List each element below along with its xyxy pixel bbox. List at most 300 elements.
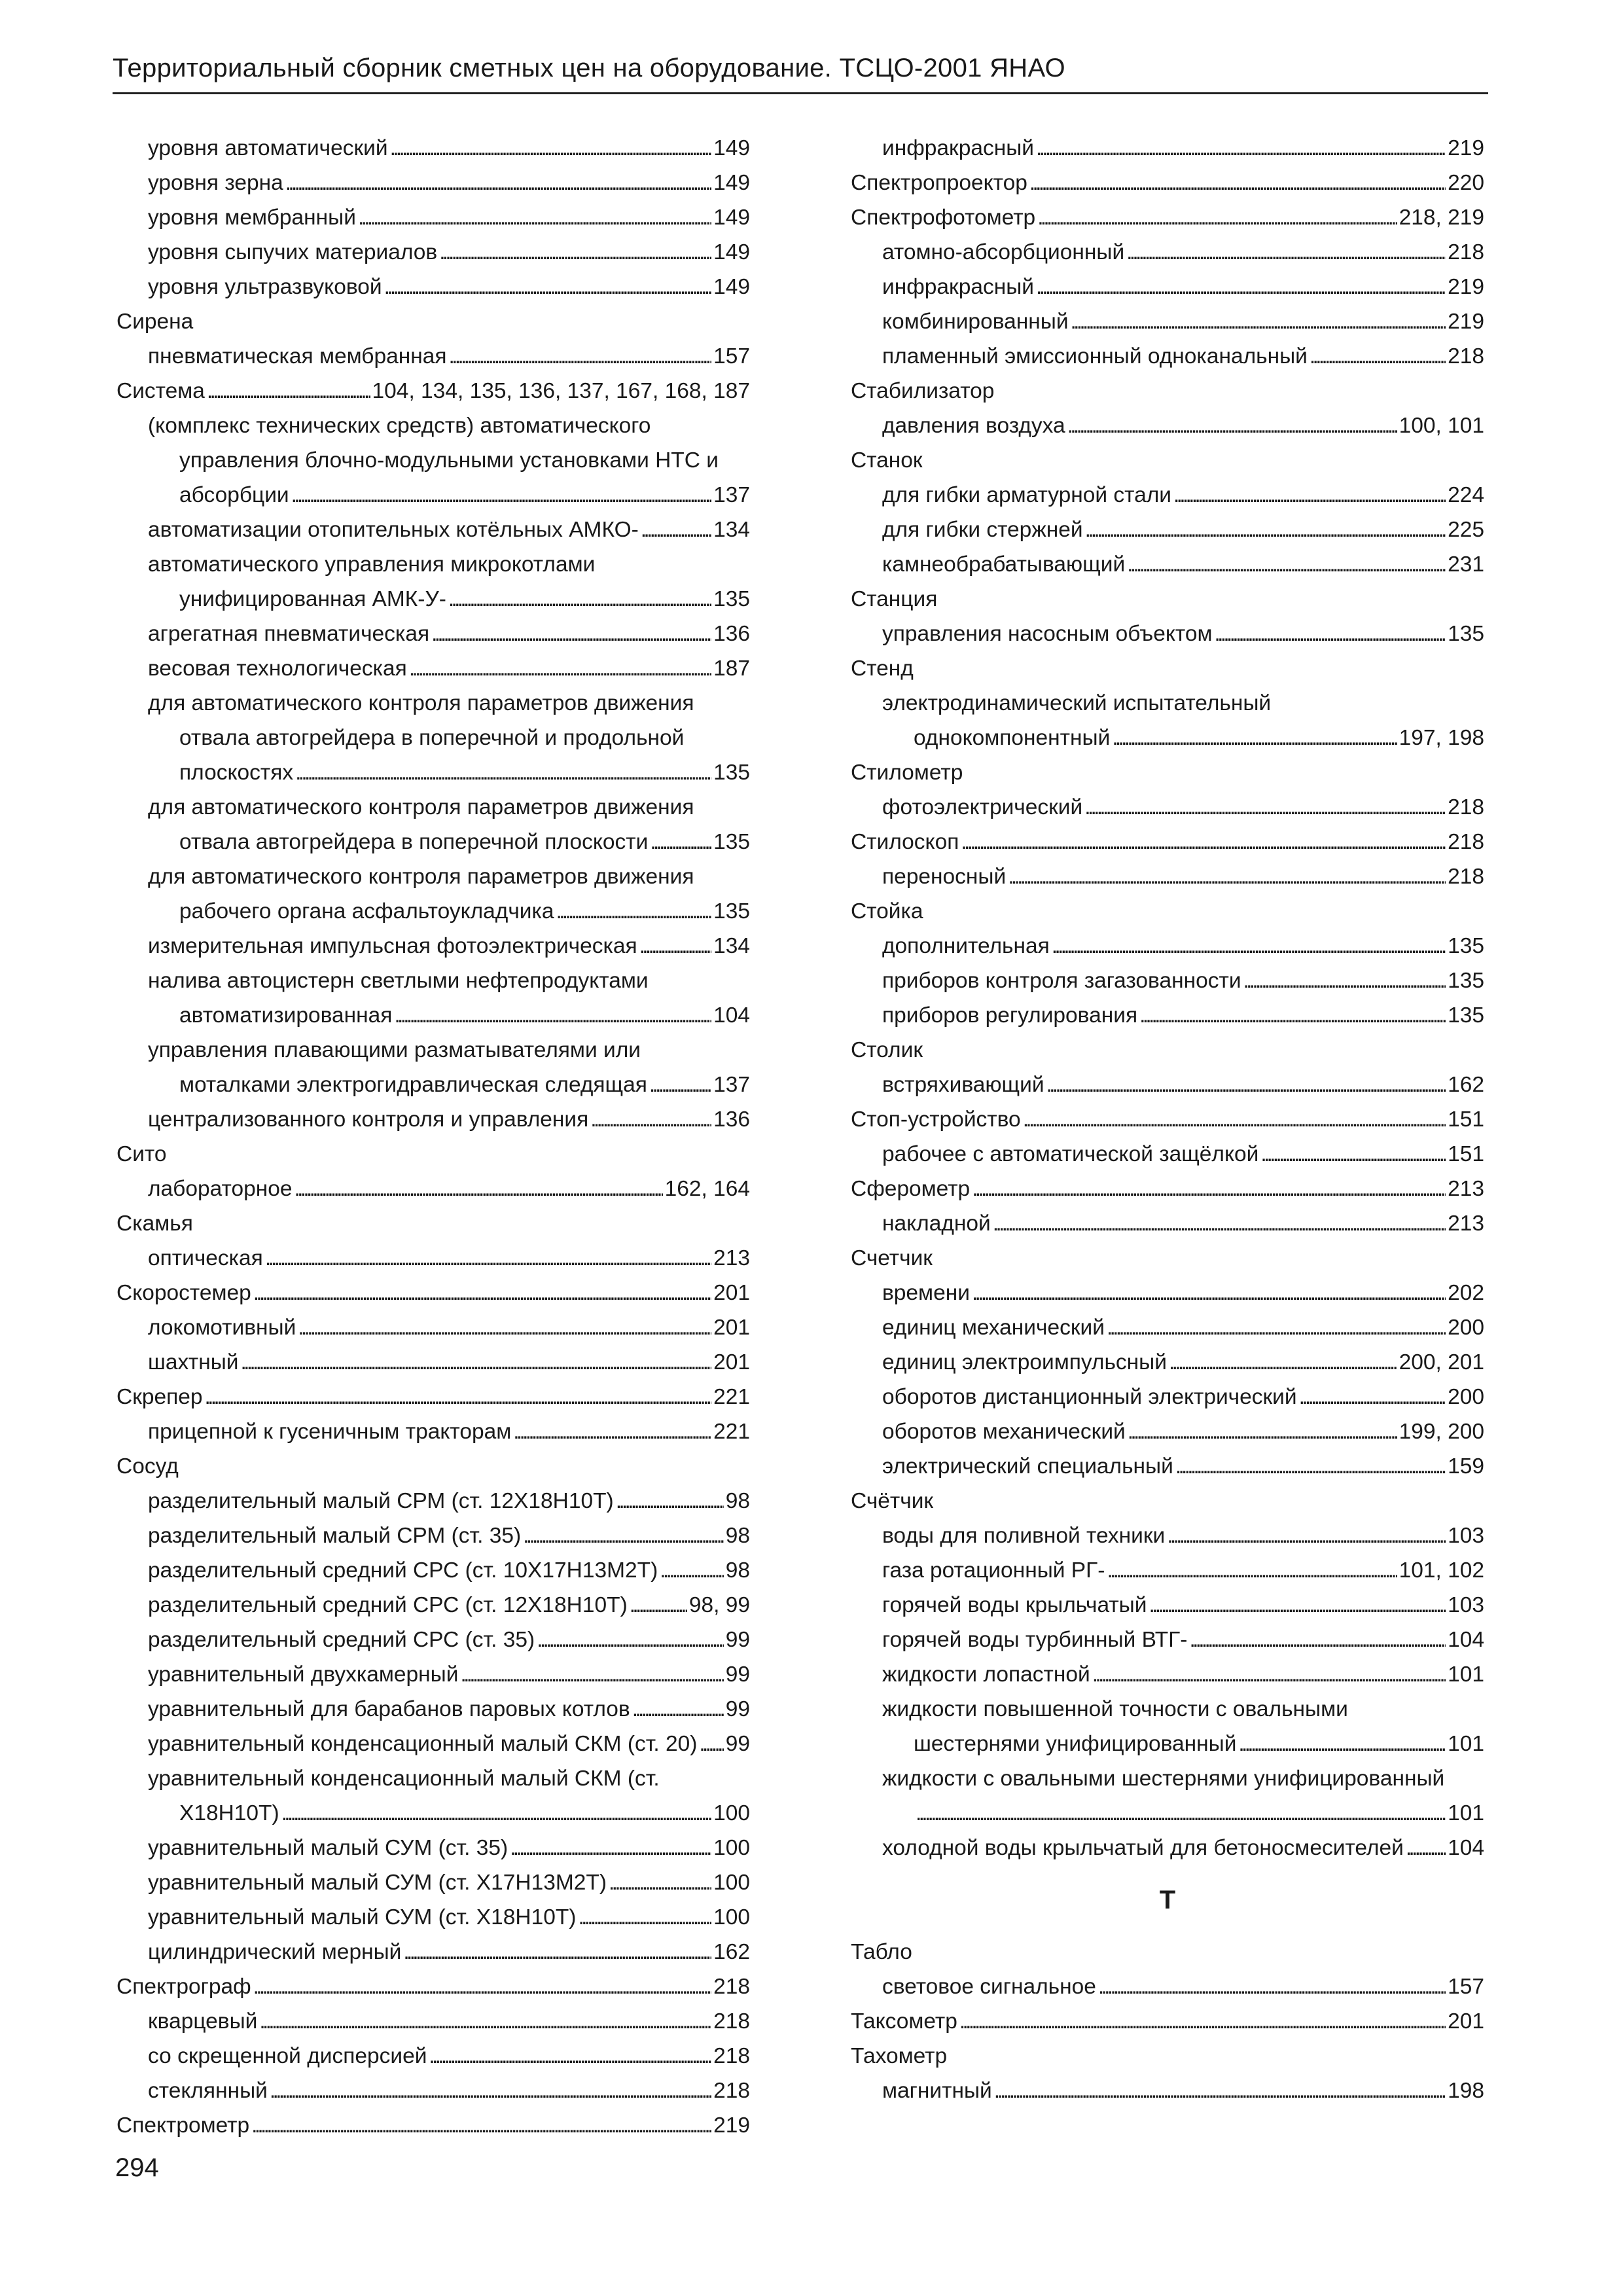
dot-leader <box>1084 790 1446 825</box>
index-pages: 137 <box>713 483 750 507</box>
index-subentry <box>851 478 1484 512</box>
index-term: инфракрасный <box>882 275 1034 299</box>
index-term: пневматическая мембранная <box>148 344 447 368</box>
index-pages: 201 <box>713 1350 750 1374</box>
section-letter: Т <box>1159 1886 1176 1914</box>
index-term: Стилометр <box>851 761 963 785</box>
index-subentry <box>116 825 750 859</box>
dot-leader <box>259 2004 711 2039</box>
index-pages: 135 <box>1448 934 1484 958</box>
dot-leader <box>448 582 711 617</box>
dot-leader <box>1023 1102 1446 1137</box>
index-term: Стилоскоп <box>851 830 959 854</box>
index-pages: 218 <box>713 1975 750 1999</box>
dot-leader <box>1139 998 1446 1033</box>
index-subentry <box>851 1067 1484 1102</box>
index-pages: 218 <box>1448 865 1484 889</box>
index-pages: 135 <box>713 761 750 785</box>
index-subentry <box>116 512 750 547</box>
dot-leader <box>1085 512 1446 547</box>
index-subentry <box>116 1553 750 1588</box>
index-term: управления насосным объектом <box>882 622 1213 646</box>
dot-leader <box>253 1969 711 2004</box>
index-pages: 200 <box>1448 1385 1484 1409</box>
index-subentry <box>851 859 1484 894</box>
dot-leader <box>1126 235 1446 270</box>
index-subentry <box>116 1067 750 1102</box>
index-term: воды для поливной техники <box>882 1524 1166 1548</box>
index-heading <box>851 1935 1484 1969</box>
index-pages: 149 <box>713 171 750 195</box>
dot-leader <box>1112 721 1397 755</box>
index-term: шахтный <box>148 1350 239 1374</box>
index-subentry <box>116 859 750 894</box>
page-number: 294 <box>115 2153 159 2182</box>
index-subentry <box>116 1414 750 1449</box>
index-subentry <box>851 617 1484 651</box>
index-term: стеклянный <box>148 2079 268 2103</box>
index-term: со скрещенной дисперсией <box>148 2044 427 2068</box>
index-term: управления плавающими разматывателями или <box>148 1038 641 1062</box>
dot-leader <box>1008 859 1446 894</box>
dot-leader <box>1092 1657 1446 1692</box>
index-subentry <box>116 721 750 755</box>
index-pages: 201 <box>1448 2009 1484 2034</box>
dot-leader <box>390 131 712 166</box>
index-term: абсорбции <box>179 483 289 507</box>
index-term: лабораторное <box>148 1177 293 1201</box>
index-pages: 218 <box>713 2044 750 2068</box>
index-subentry <box>116 1623 750 1657</box>
index-term: электродинамический испытательный <box>882 691 1272 715</box>
index-term: шестернями унифицированный <box>914 1732 1237 1756</box>
index-pages: 98, 99 <box>688 1593 750 1617</box>
index-term: атомно-абсорбционный <box>882 240 1125 264</box>
index-heading <box>116 1206 750 1241</box>
dot-leader <box>1098 1969 1446 2004</box>
index-term: жидкости повышенной точности с овальными <box>882 1697 1348 1721</box>
header-rule <box>113 92 1488 94</box>
index-heading <box>851 1241 1484 1276</box>
index-subentry <box>851 686 1484 721</box>
index-pages: 221 <box>713 1420 750 1444</box>
index-term: Станция <box>851 587 938 611</box>
dot-leader <box>609 1865 711 1900</box>
index-pages: 219 <box>1448 136 1484 160</box>
index-subentry <box>116 1588 750 1623</box>
index-pages: 98 <box>725 1558 750 1583</box>
index-pages: 103 <box>1448 1524 1484 1548</box>
index-pages: 100 <box>713 1905 750 1929</box>
index-heading <box>851 374 1484 408</box>
index-pages: 100 <box>713 1836 750 1860</box>
dot-leader <box>1071 304 1446 339</box>
index-subentry <box>851 790 1484 825</box>
dot-leader <box>1067 408 1397 443</box>
index-subentry <box>116 790 750 825</box>
dot-leader <box>916 1796 1446 1831</box>
index-subentry <box>851 408 1484 443</box>
index-subentry <box>116 929 750 963</box>
index-pages: 135 <box>713 899 750 924</box>
index-subentry <box>116 686 750 721</box>
dot-leader <box>972 1276 1446 1310</box>
index-term: разделительный средний СРС (ст. 12Х18Н10Т) <box>148 1593 628 1617</box>
dot-leader <box>1167 1518 1446 1553</box>
index-pages: 99 <box>725 1628 750 1652</box>
index-heading <box>116 1449 750 1484</box>
dot-leader <box>1189 1623 1446 1657</box>
index-heading <box>116 304 750 339</box>
index-subentry <box>851 235 1484 270</box>
index-heading <box>851 443 1484 478</box>
index-term: разделительный средний СРС (ст. 10Х17Н13М2Т) <box>148 1558 658 1583</box>
index-pages: 199, 200 <box>1399 1420 1484 1444</box>
index-term: Счетчик <box>851 1246 933 1270</box>
index-pages: 101 <box>1448 1662 1484 1687</box>
index-pages: 149 <box>713 206 750 230</box>
index-subentry <box>116 1345 750 1380</box>
index-subentry <box>851 1518 1484 1553</box>
index-subentry <box>116 1865 750 1900</box>
dot-leader <box>1299 1380 1446 1414</box>
index-term: единиц электроимпульсный <box>882 1350 1167 1374</box>
dot-leader <box>513 1414 711 1449</box>
dot-leader <box>1029 166 1446 200</box>
index-pages: 218 <box>713 2009 750 2034</box>
index-term: жидкости с овальными шестернями унифицированный <box>882 1767 1445 1791</box>
index-subentry <box>851 963 1484 998</box>
index-subentry <box>116 1310 750 1345</box>
index-term: камнеобрабатывающий <box>882 552 1126 577</box>
index-term: Сито <box>116 1142 167 1166</box>
index-subentry <box>116 651 750 686</box>
index-term: рабочего органа асфальтоукладчика <box>179 899 554 924</box>
index-term: фотоэлектрический <box>882 795 1083 819</box>
index-pages: 224 <box>1448 483 1484 507</box>
dot-leader <box>537 1623 724 1657</box>
index-term: централизованного контроля и управления <box>148 1107 589 1132</box>
index-heading <box>116 1969 750 2004</box>
index-subentry <box>851 721 1484 755</box>
index-subentry <box>116 131 750 166</box>
index-heading <box>116 1380 750 1414</box>
index-pages: 104 <box>1448 1628 1484 1652</box>
index-pages: 162 <box>1448 1073 1484 1097</box>
index-term: Скоростемер <box>116 1281 251 1305</box>
index-subentry <box>116 166 750 200</box>
index-term: горячей воды турбинный ВТГ- <box>882 1628 1188 1652</box>
index-term: рабочее с автоматической защёлкой <box>882 1142 1259 1166</box>
dot-leader <box>1173 478 1446 512</box>
index-subentry <box>851 1623 1484 1657</box>
index-subentry <box>116 617 750 651</box>
dot-leader <box>1127 547 1446 582</box>
index-subentry <box>116 1172 750 1206</box>
index-term: локомотивный <box>148 1316 296 1340</box>
index-term: Спектрофотометр <box>851 206 1036 230</box>
index-subentry <box>116 408 750 443</box>
index-pages: 135 <box>713 587 750 611</box>
dot-leader <box>1128 1414 1397 1449</box>
index-pages: 218, 219 <box>1399 206 1484 230</box>
index-term: налива автоцистерн светлыми нефтепродуктами <box>148 969 649 993</box>
index-term: инфракрасный <box>882 136 1034 160</box>
index-term: уравнительный двухкамерный <box>148 1662 459 1687</box>
dot-leader <box>265 1241 711 1276</box>
index-subentry <box>851 1692 1484 1727</box>
index-pages: 149 <box>713 240 750 264</box>
index-term: уравнительный малый СУМ (ст. 35) <box>148 1836 508 1860</box>
dot-leader <box>253 1276 711 1310</box>
index-pages: 136 <box>713 1107 750 1132</box>
index-heading <box>851 1102 1484 1137</box>
index-term: агрегатная пневматическая <box>148 622 430 646</box>
index-term: переносный <box>882 865 1007 889</box>
index-pages: 159 <box>1448 1454 1484 1479</box>
index-term: Спектрограф <box>116 1975 251 1999</box>
index-term: оптическая <box>148 1246 263 1270</box>
index-column-right <box>851 131 1484 2108</box>
dot-leader <box>699 1727 723 1761</box>
index-term: для гибки арматурной стали <box>882 483 1172 507</box>
index-term: Скрепер <box>116 1385 203 1409</box>
dot-leader <box>578 1900 711 1935</box>
dot-leader <box>460 1657 723 1692</box>
index-subentry <box>116 235 750 270</box>
index-pages: 104 <box>1448 1836 1484 1860</box>
index-term: для автоматического контроля параметров движения <box>148 795 694 819</box>
index-pages: 201 <box>713 1281 750 1305</box>
index-heading <box>851 894 1484 929</box>
dot-leader <box>1260 1137 1446 1172</box>
dot-leader <box>409 651 711 686</box>
index-subentry <box>116 1692 750 1727</box>
index-pages: 99 <box>725 1697 750 1721</box>
index-pages: 135 <box>713 830 750 854</box>
index-term: дополнительная <box>882 934 1050 958</box>
dot-leader <box>630 1588 687 1623</box>
index-term: горячей воды крыльчатый <box>882 1593 1147 1617</box>
dot-leader <box>1036 270 1446 304</box>
index-heading <box>851 651 1484 686</box>
dot-leader <box>1175 1449 1446 1484</box>
index-pages: 134 <box>713 518 750 542</box>
index-term: Сферометр <box>851 1177 971 1201</box>
index-term: магнитный <box>882 2079 992 2103</box>
dot-leader <box>510 1831 711 1865</box>
index-term: комбинированный <box>882 310 1069 334</box>
dot-leader <box>590 1102 711 1137</box>
dot-leader <box>394 998 711 1033</box>
index-term: уровня сыпучих материалов <box>148 240 438 264</box>
index-term: разделительный малый СРМ (ст. 12Х18Н10Т) <box>148 1489 614 1513</box>
index-subentry <box>851 547 1484 582</box>
index-pages: 101, 102 <box>1399 1558 1484 1583</box>
dot-leader <box>429 2039 711 2073</box>
index-pages: 104 <box>713 1003 750 1028</box>
index-term: управления блочно-модульными установками НТС и <box>179 448 719 473</box>
index-subentry <box>116 1796 750 1831</box>
index-subentry <box>851 1310 1484 1345</box>
index-pages: 218 <box>1448 830 1484 854</box>
index-subentry <box>851 1449 1484 1484</box>
index-term: плоскостях <box>179 761 294 785</box>
index-heading <box>116 374 750 408</box>
index-term: автоматизированная <box>179 1003 393 1028</box>
dot-leader <box>1169 1345 1397 1380</box>
index-heading <box>851 2039 1484 2073</box>
index-pages: 218 <box>1448 240 1484 264</box>
index-term: Столик <box>851 1038 923 1062</box>
index-subentry <box>116 1102 750 1137</box>
index-pages: 137 <box>713 1073 750 1097</box>
index-term: Сосуд <box>116 1454 179 1479</box>
dot-leader <box>1052 929 1446 963</box>
index-subentry <box>851 512 1484 547</box>
dot-leader <box>439 235 711 270</box>
index-pages: 200 <box>1448 1316 1484 1340</box>
index-term: оборотов механический <box>882 1420 1126 1444</box>
index-term: Таксометр <box>851 2009 957 2034</box>
index-term: автоматического управления микрокотлами <box>148 552 596 577</box>
index-subentry <box>116 1657 750 1692</box>
index-pages: 101 <box>1448 1732 1484 1756</box>
dot-leader <box>285 166 711 200</box>
index-term: приборов регулирования <box>882 1003 1138 1028</box>
index-heading <box>851 1033 1484 1067</box>
index-pages: 200, 201 <box>1399 1350 1484 1374</box>
index-term: измерительная импульсная фотоэлектрическая <box>148 934 637 958</box>
dot-leader <box>1037 200 1397 235</box>
index-term: Табло <box>851 1940 912 1964</box>
index-term: Скамья <box>116 1211 193 1236</box>
index-subentry <box>851 1206 1484 1241</box>
index-pages: 136 <box>713 622 750 646</box>
index-pages: 218 <box>1448 795 1484 819</box>
index-term: Станок <box>851 448 923 473</box>
index-term: уравнительный малый СУМ (ст. Х17Н13М2Т) <box>148 1871 607 1895</box>
dot-leader <box>1243 963 1446 998</box>
index-term: для гибки стержней <box>882 518 1083 542</box>
index-subentry <box>851 1380 1484 1414</box>
index-pages: 218 <box>713 2079 750 2103</box>
index-pages: 221 <box>713 1385 750 1409</box>
index-heading <box>851 2004 1484 2039</box>
index-pages: 220 <box>1448 171 1484 195</box>
dot-leader <box>616 1484 724 1518</box>
index-subentry <box>116 1484 750 1518</box>
dot-leader <box>1406 1831 1446 1865</box>
index-term: уравнительный для барабанов паровых котлов <box>148 1697 630 1721</box>
index-pages: 99 <box>725 1732 750 1756</box>
index-heading <box>851 582 1484 617</box>
index-term: Спектропроектор <box>851 171 1027 195</box>
index-heading <box>116 1137 750 1172</box>
dot-leader <box>639 929 711 963</box>
dot-leader <box>650 825 711 859</box>
index-subentry <box>116 582 750 617</box>
index-term: приборов контроля загазованности <box>882 969 1241 993</box>
index-subentry <box>851 270 1484 304</box>
index-term: оборотов дистанционный электрический <box>882 1385 1297 1409</box>
index-pages: 231 <box>1448 552 1484 577</box>
index-heading <box>851 1172 1484 1206</box>
index-pages: 198 <box>1448 2079 1484 2103</box>
index-term: (комплекс технических средств) автоматического <box>148 414 651 438</box>
index-term: моталками электрогидравлическая следящая <box>179 1073 647 1097</box>
index-pages: 99 <box>725 1662 750 1687</box>
index-term: уравнительный конденсационный малый СКМ (ст. <box>148 1767 660 1791</box>
index-heading <box>116 1276 750 1310</box>
index-term: для автоматического контроля параметров движения <box>148 691 694 715</box>
index-subentry <box>851 1137 1484 1172</box>
index-subentry <box>116 2039 750 2073</box>
index-subentry <box>116 200 750 235</box>
index-pages: 100 <box>713 1801 750 1825</box>
index-subentry <box>116 1518 750 1553</box>
index-subentry <box>116 755 750 790</box>
index-subentry <box>116 270 750 304</box>
index-pages: 202 <box>1448 1281 1484 1305</box>
index-term: Стенд <box>851 656 914 681</box>
index-subentry <box>116 443 750 478</box>
index-pages: 98 <box>725 1489 750 1513</box>
index-subentry <box>116 1831 750 1865</box>
index-pages: 149 <box>713 275 750 299</box>
index-term: автоматизации отопительных котёльных АМКО- <box>148 518 639 542</box>
index-term: накладной <box>882 1211 991 1236</box>
index-pages: 219 <box>713 2113 750 2138</box>
index-term: Счётчик <box>851 1489 934 1513</box>
index-term: уровня автоматический <box>148 136 388 160</box>
index-pages: 103 <box>1448 1593 1484 1617</box>
dot-leader <box>1107 1310 1446 1345</box>
dot-leader <box>556 894 712 929</box>
dot-leader <box>384 270 711 304</box>
index-term: уравнительный конденсационный малый СКМ (ст. 20) <box>148 1732 698 1756</box>
index-heading <box>851 166 1484 200</box>
dot-leader <box>251 2108 711 2143</box>
index-term: световое сигнальное <box>882 1975 1096 1999</box>
index-term: Тахометр <box>851 2044 948 2068</box>
index-term: пламенный эмиссионный одноканальный <box>882 344 1308 368</box>
index-pages: 201 <box>713 1316 750 1340</box>
index-pages: 135 <box>1448 1003 1484 1028</box>
index-pages: 98 <box>725 1524 750 1548</box>
index-subentry <box>851 1588 1484 1623</box>
index-subentry <box>116 1241 750 1276</box>
dot-leader <box>1149 1588 1446 1623</box>
index-heading <box>851 825 1484 859</box>
index-subentry <box>116 1727 750 1761</box>
index-pages: 104, 134, 135, 136, 137, 167, 168, 187 <box>372 379 750 403</box>
index-pages: 213 <box>1448 1177 1484 1201</box>
index-subentry <box>116 339 750 374</box>
index-subentry <box>851 1969 1484 2004</box>
index-pages: 162 <box>713 1940 750 1964</box>
index-term: отвала автогрейдера в поперечной плоскости <box>179 830 649 854</box>
index-term: отвала автогрейдера в поперечной и продольной <box>179 726 685 750</box>
index-subentry <box>851 1761 1484 1796</box>
dot-leader <box>641 512 711 547</box>
index-pages: 219 <box>1448 310 1484 334</box>
dot-leader <box>1107 1553 1397 1588</box>
dot-leader <box>1036 131 1446 166</box>
index-term: для автоматического контроля параметров движения <box>148 865 694 889</box>
index-pages: 213 <box>713 1246 750 1270</box>
dot-leader <box>431 617 711 651</box>
